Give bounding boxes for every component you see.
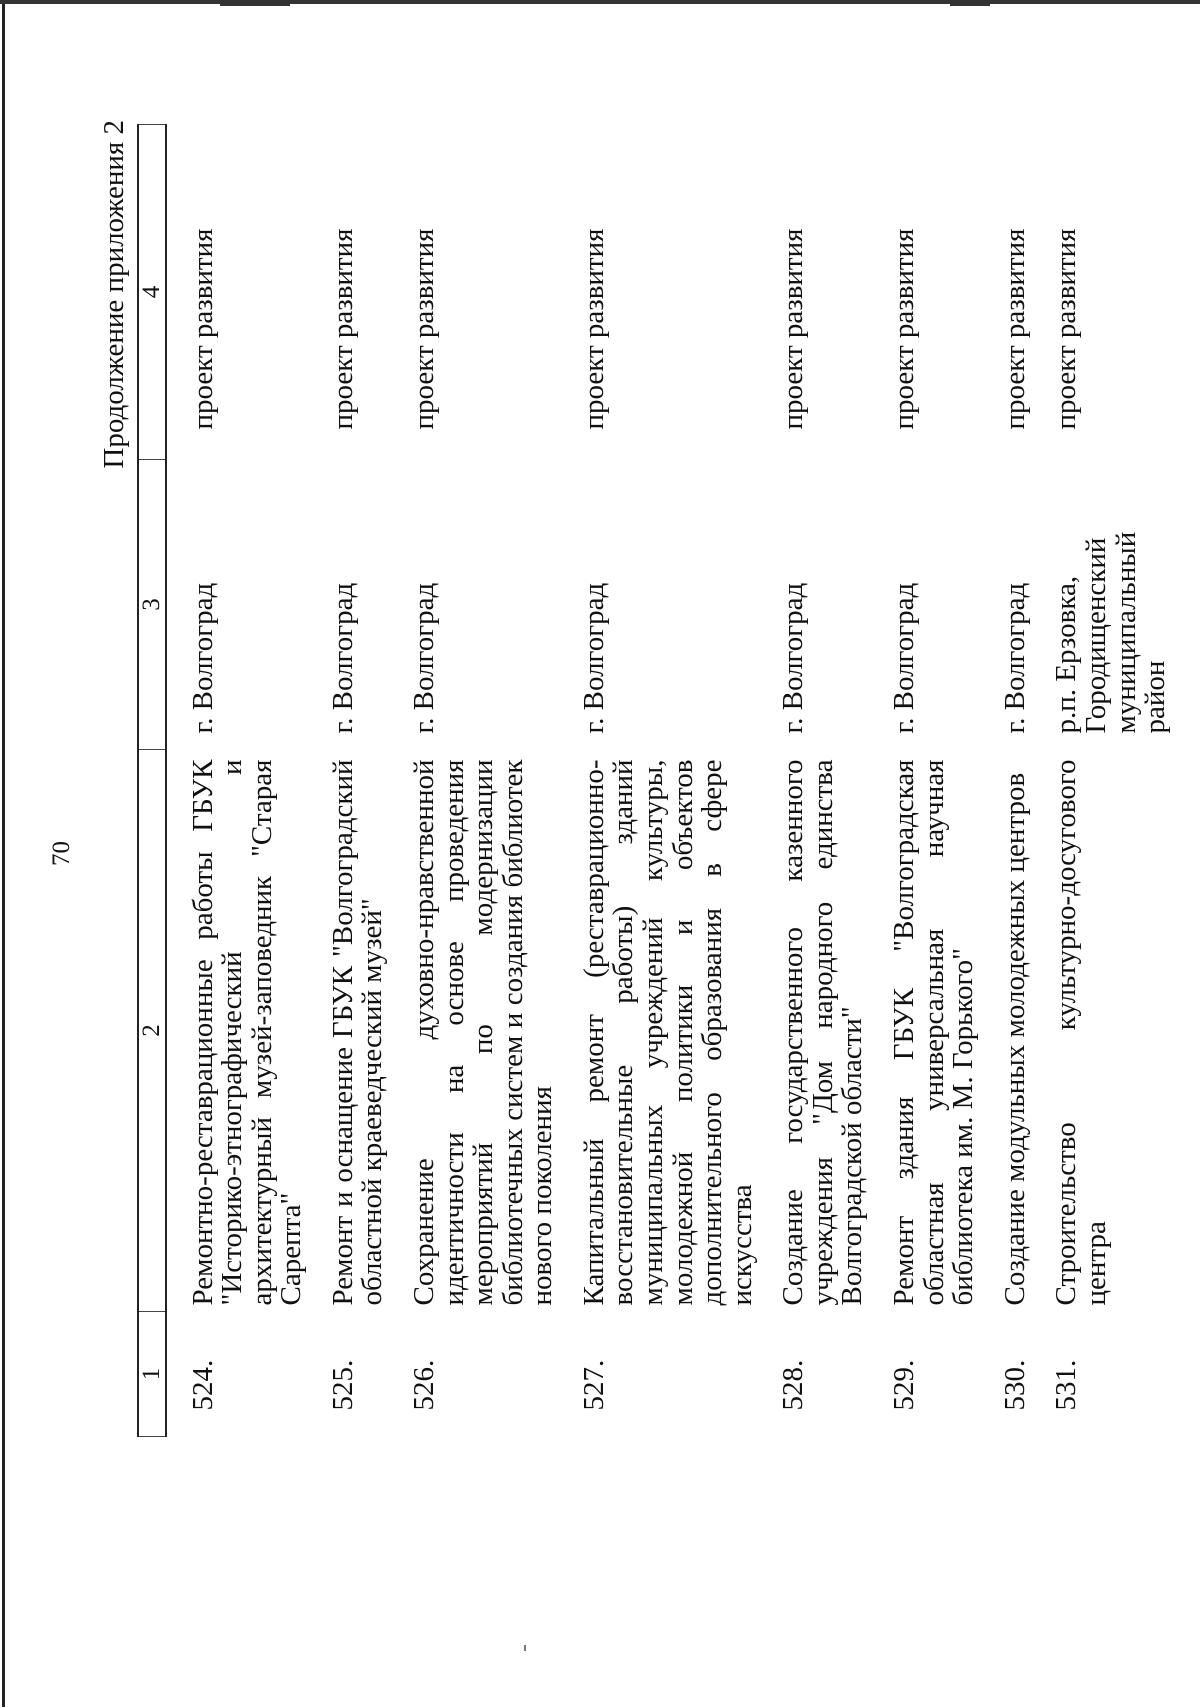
table-row [1030,125,1170,1437]
project-type: проект развития [888,228,921,430]
project-name: Строительство культурно-досугового центра [1050,759,1112,1306]
row-number: 528. [777,1359,810,1411]
project-location: г. Волгоград [888,582,921,734]
table-row [868,125,979,1437]
row-number: 525. [326,1359,359,1411]
header-col-3: 3 [138,460,166,750]
row-number: 531. [1050,1359,1083,1411]
table-row [307,125,388,1437]
project-location: р.п. Ерзовка, Городищенский муниципальный район [1050,531,1172,734]
table-row [979,125,1031,1437]
project-type: проект развития [577,228,610,430]
table-header-row [138,125,166,1437]
row-number: 527. [577,1359,610,1411]
row-number: 530. [998,1359,1031,1411]
project-location: г. Волгоград [326,582,359,734]
row-number: 524. [186,1359,219,1411]
header-col-4: 4 [138,125,166,460]
project-name: Создание государственного казенного учреждения "Дом народного единства Волгоградской области" [777,759,869,1306]
project-type: проект развития [326,228,359,430]
appendix-label: Продолжение приложения 2 [98,120,130,469]
project-name: Ремонтно-реставрационные работы ГБУК "Историко-этнографический и архитектурный музей-заповедник "Старая Сарепта" [186,759,308,1306]
project-name: Капитальный ремонт (реставрационно-восстановительные работы) зданий муниципальных учреждений культуры, молодежной политики и объектов дополнительного образования в сфере искусства [577,759,758,1306]
project-type: проект развития [777,228,810,430]
project-location: г. Волгоград [777,582,810,734]
project-type: проект развития [407,228,440,430]
project-location: г. Волгоград [186,582,219,734]
project-type: проект развития [1050,228,1083,430]
header-col-1: 1 [138,1312,166,1437]
project-name: Ремонт здания ГБУК "Волгоградская областная универсальная научная библиотека им. М. Горького" [888,759,980,1306]
table-row [757,125,868,1437]
header-col-2: 2 [138,750,166,1312]
table-row [166,125,307,1437]
table-row [388,125,558,1437]
project-location: г. Волгоград [998,582,1031,734]
page-number: 70 [48,841,75,866]
project-name: Ремонт и оснащение ГБУК "Волгоградский областной краеведческий музей" [326,759,389,1306]
project-location: г. Волгоград [577,582,610,734]
project-name: Сохранение духовно-нравственной идентичности на основе проведения мероприятий по модернизации библиотечных систем и создания библиотек нового поколения [407,759,559,1306]
project-type: проект развития [998,228,1031,430]
row-number: 526. [407,1359,440,1411]
projects-table [137,124,1171,1437]
table-row [558,125,757,1437]
row-number: 529. [888,1359,921,1411]
project-type: проект развития [186,228,219,430]
project-location: г. Волгоград [407,582,440,734]
project-name: Создание модульных молодежных центров [998,772,1031,1306]
